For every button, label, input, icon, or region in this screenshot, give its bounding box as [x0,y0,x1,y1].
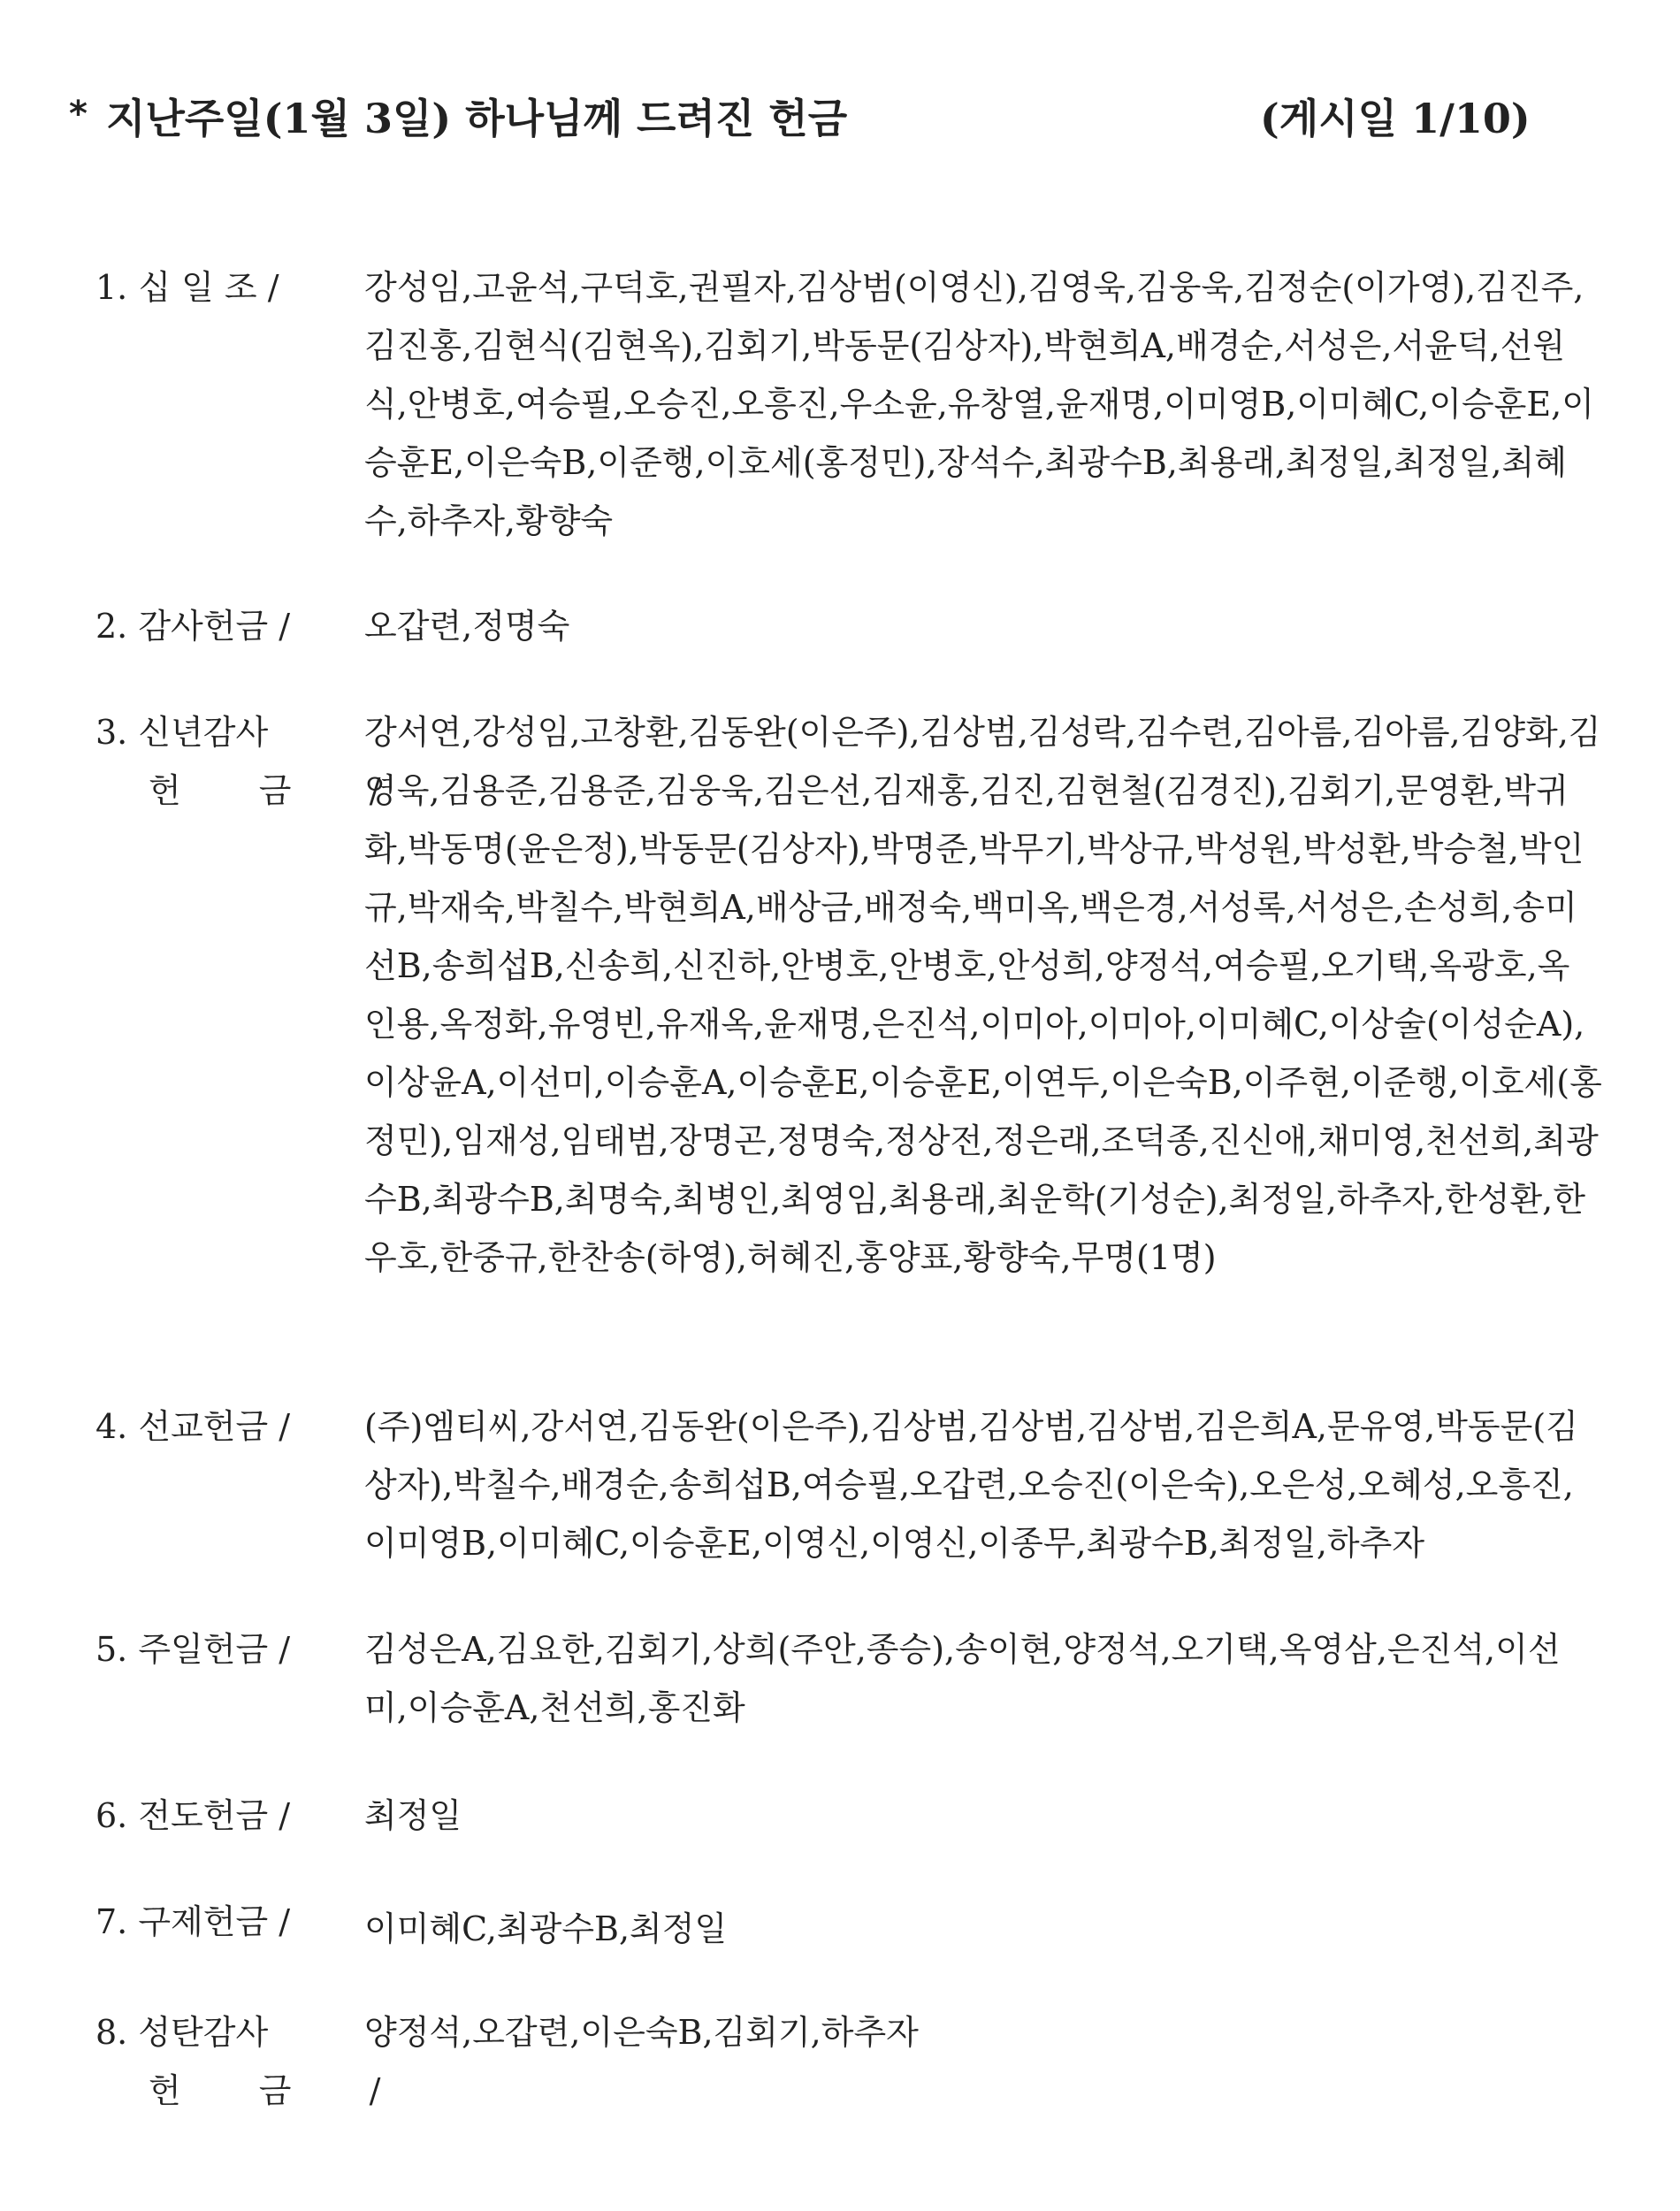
section-label [95,1786,361,1845]
section-label [95,1620,361,1679]
section-label-line: 8. 성탄감사 [95,2013,269,2052]
section-label [95,703,415,820]
donor-list: (주)엠티씨,강서연,김동완(이은주),김상범,김상범,김상범,김은희A,문유영,박동문(김상자),박칠수,배경순,송희섭B,여승필,오갑련,오승진(이은숙),오은성,오혜성,오흥진,이미영B,이미혜C,이승훈E,이영신,이영신,이종무,최광수B,최정일,하추자 [364,1407,1578,1563]
page-title: 지난주일(1월 3일) 하나님께 드려진 헌금 [106,95,848,142]
section-label-line: 2. 감사헌금 / [95,607,291,646]
section-label [95,597,361,655]
page-header [0,81,1680,152]
section-label-line-2: 헌 금 / [149,771,415,810]
donor-list: 양정석,오갑련,이은숙B,김회기,하추자 [364,2013,919,2052]
section-label-line: 4. 선교헌금 / [95,1407,291,1446]
section-label-line: 1. 십 일 조 / [95,268,279,307]
section-label [95,2003,415,2120]
posted-date: (게시일 1/10) [1260,95,1531,142]
section-label-line-2: 헌 금 / [149,2071,415,2110]
donor-list: 강서연,강성임,고창환,김동완(이은주),김상범,김성락,김수련,김아름,김아름,김양화,김영욱,김용준,김용준,김웅욱,김은선,김재홍,김진,김현철(김경진),김회기,문영환,박귀화,박동명(윤은정),박동문(김상자),박명준,박무기,박상규,박성원,박성환,박승철,박인규,박재숙,박칠수,박현희A,배상금,배정숙,백미옥,백은경,서성록,서성은,손성희,송미선B,송희섭B,신송희,신진하,안병호,안병호,안성희,양정석,여승필,오기택,옥광호,옥인용,옥정화,유영빈,유재옥,윤재명,은진석,이미아,이미아,이미혜C,이상술(이성순A),이상윤A,이선미,이승훈A,이승훈E,이승훈E,이연두,이은숙B,이주현,이준행,이호세(홍정민),임재성,임태범,장명곤,정명숙,정상전,정은래,조덕종,진신애,채미영,천선희,최광수B,최광수B,최명숙,최병인,최영임,최용래,최운학(기성순),최정일,하추자,한성환,한우호,한중규,한찬송(하영),허혜진,홍양표,황향숙,무명(1명) [364,713,1602,1277]
section-label [95,258,361,317]
bullet-star: * [69,94,88,134]
section-label-line: 3. 신년감사 [95,713,269,752]
donor-list: 최정일 [364,1796,462,1835]
donor-list: 강성임,고윤석,구덕호,권필자,김상범(이영신),김영욱,김웅욱,김정순(이가영),김진주,김진홍,김현식(김현옥),김회기,박동문(김상자),박현희A,배경순,서성은,서윤덕,선원식,안병호,여승필,오승진,오흥진,우소윤,유창열,윤재명,이미영B,이미혜C,이승훈E,이승훈E,이은숙B,이준행,이호세(홍정민),장석수,최광수B,최용래,최정일,최정일,최혜수,하추자,황향숙 [364,268,1594,540]
section-label-line: 7. 구제헌금 / [95,1902,291,1941]
section-label-line: 6. 전도헌금 / [95,1796,291,1835]
section-label [95,1893,361,1951]
section-label [95,1397,361,1456]
donor-list: 오갑련,정명숙 [364,607,570,646]
donor-list: 이미혜C,최광수B,최정일 [364,1909,728,1948]
donor-list: 김성은A,김요한,김회기,상희(주안,종승),송이현,양정석,오기택,옥영삼,은진석,이선미,이승훈A,천선희,홍진화 [364,1630,1561,1727]
section-label-line: 5. 주일헌금 / [95,1630,291,1669]
